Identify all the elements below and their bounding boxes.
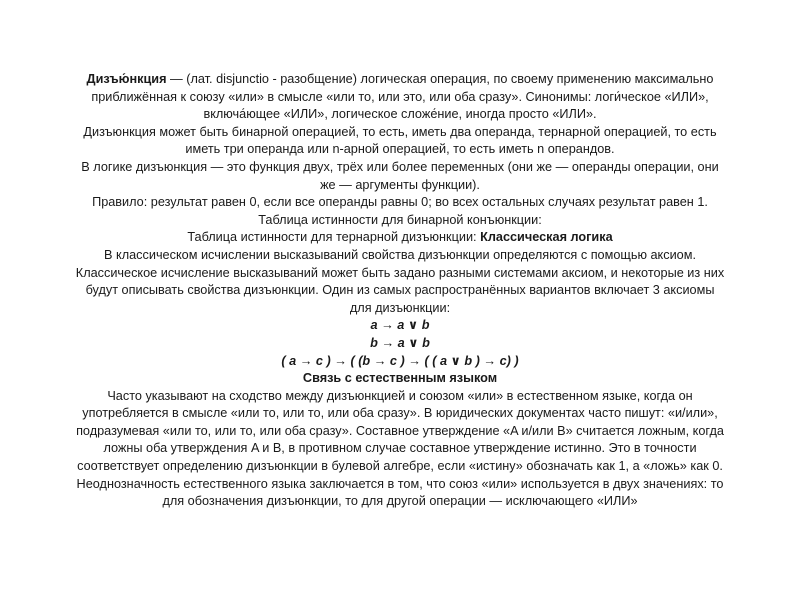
arity-text-2: иметь три операнда или n-арной операцией, то есть иметь n операндов. (185, 142, 615, 157)
axioms-paragraph (6, 247, 794, 317)
definition-text-3: включа́ющее «ИЛИ», логическое сложе́ние, иногда просто «ИЛИ». (203, 107, 597, 122)
nl-text-7: для обозначения дизъюнкции, то для другой операции — исключающего «ИЛИ» (162, 494, 638, 509)
function-text-1: В логике дизъюнкция — это функция двух, трёх или более переменных (они же — операнды операции, они (81, 159, 719, 174)
axioms-text-2: Классическое исчисление высказываний может быть задано разными системами аксиом, и некоторые из них (75, 265, 725, 280)
function-text-2: же — аргументы функции). (320, 177, 480, 192)
axiom-list (6, 317, 794, 370)
term-disjunction: Дизъю́нкция (86, 72, 167, 86)
nl-text-4: ложны оба утверждения A и B, в противном случае составное утверждение истинно. Это в точности (103, 441, 697, 456)
ternary-table-caption: Таблица истинности для тернарной дизъюнкции: Классическая логика (187, 230, 613, 245)
axioms-text-3: будут описывать свойства дизъюнкции. Один из самых распространённых вариантов включает 3 аксиомы (85, 283, 715, 298)
axioms-text-4: для дизъюнкции: (349, 300, 451, 315)
rule-text: Правило: результат равен 0, если все операнды равны 0; во всех остальных случаях результат равен 1. (92, 195, 708, 210)
definition-text-2: приближённая к союзу «или» в смысле «или то, или это, или оба сразу». Синонимы: логи́ческое «ИЛИ», (91, 89, 709, 104)
nl-text-5: соответствует определению дизъюнкции в булевой алгебре, если «истину» обозначать как 1, а «ложь» как 0. (77, 459, 723, 474)
section-heading: Связь с естественным языком (302, 371, 498, 386)
natural-language-paragraph (6, 388, 794, 511)
arity-paragraph (6, 124, 794, 159)
axiom-2: b → a ∨ b (370, 335, 430, 350)
nl-text-1: Часто указывают на сходство между дизъюнкцией и союзом «или» в естественном языке, когда он (107, 388, 693, 403)
function-paragraph (6, 159, 794, 194)
document-body (6, 71, 794, 511)
nl-text-3: подразумевая «или то, или то, или оба сразу». Составное утверждение «A и/или B» считается ложным, когда (76, 423, 724, 438)
definition-text-1: — (лат. disjunctio - разобщение) логическая операция, по своему применению максимально (166, 72, 714, 86)
nl-text-6: Неоднозначность естественного языка заключается в том, что союз «или» используется в двух значениях: то (76, 476, 724, 491)
nl-text-2: употребляется в смысле «или то, или то, или оба сразу». В юридических документах часто пишут: «и/или», (82, 406, 718, 421)
arity-text-1: Дизъюнкция может быть бинарной операцией, то есть, иметь два операнда, тернарной операцией, то есть (83, 124, 717, 139)
classical-logic-heading: Классическая логика (480, 230, 613, 245)
axiom-3: ( a → c ) → ( (b → c ) → ( ( a ∨ b ) → c) ) (281, 353, 519, 368)
binary-table-caption: Таблица истинности для бинарной конъюнкции: (258, 212, 542, 227)
axiom-1: a → a ∨ b (370, 318, 430, 333)
axioms-text-1: В классическом исчислении высказываний свойства дизъюнкции определяются с помощью аксиом. (104, 247, 696, 262)
definition-paragraph (6, 71, 794, 124)
